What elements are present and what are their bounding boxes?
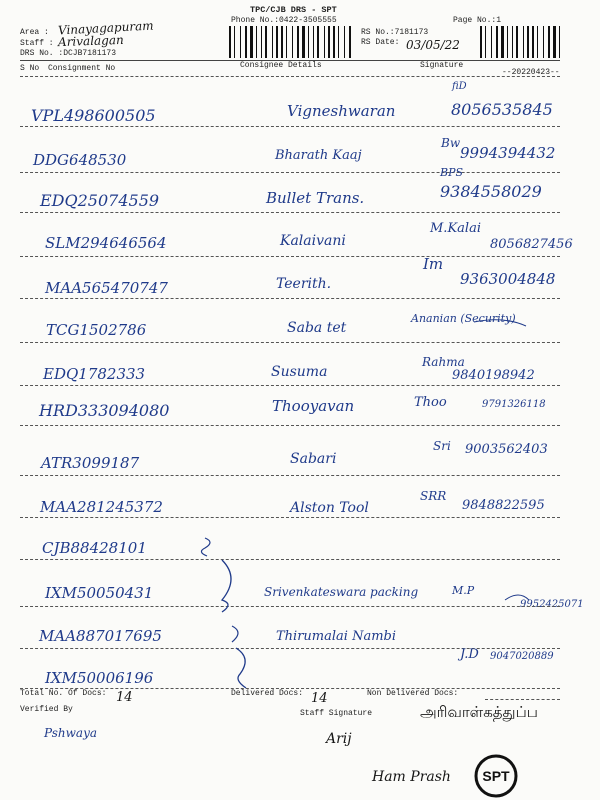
recipient-signature: M.Kalai — [430, 221, 481, 236]
staff-value: Arivalagan — [57, 32, 124, 50]
drs-number: DRS No. :DCJB7181173 — [20, 49, 117, 58]
consignment-number: CJB88428101 — [42, 539, 147, 557]
recipient-signature: BPS — [440, 166, 464, 179]
consignment-number: VPL498600505 — [31, 106, 156, 125]
consignee-name: Saba tet — [287, 320, 347, 336]
col-consignee: Consignee Details — [240, 61, 322, 70]
recipient-phone: 9003562403 — [465, 442, 548, 457]
recipient-phone: 9952425071 — [520, 599, 584, 610]
recipient-phone: 9840198942 — [452, 368, 535, 383]
consignee-name: Thirumalai Nambi — [276, 629, 396, 644]
consignment-number: IXM50006196 — [45, 669, 154, 687]
non-delivered-docs-label: Non Delivered Docs: — [367, 689, 459, 698]
spt-stamp — [472, 752, 520, 800]
document-title: TPC/CJB DRS - SPT — [250, 5, 337, 15]
recipient-signature: J.D — [460, 647, 479, 662]
recipient-signature: Bw — [441, 136, 461, 150]
rs-date-label: RS Date: — [361, 38, 400, 47]
consignee-name: Sabari — [290, 451, 337, 467]
consignment-number: MAA281245372 — [40, 498, 163, 516]
delivered-docs-label: Delivered Docs: — [231, 689, 304, 698]
consignee-name: Thooyavan — [272, 397, 355, 415]
consignment-number: EDQ1782333 — [43, 365, 146, 383]
recipient-phone: 9848822595 — [462, 498, 545, 513]
recipient-signature: Im — [423, 255, 444, 273]
page-number: Page No.:1 — [453, 16, 502, 25]
consignee-name: Srivenkateswara packing — [264, 585, 419, 599]
recipient-phone: 9363004848 — [460, 270, 556, 288]
recipient-phone: 9994394432 — [460, 144, 556, 162]
verifier-signature: Pshwaya — [44, 726, 97, 740]
recipient-signature: ﬁD — [452, 81, 467, 92]
rs-number: RS No.:7181173 — [361, 28, 429, 37]
consignee-name: Bullet Trans. — [266, 189, 365, 207]
area-value: Vinayagapuram — [57, 18, 154, 38]
consignee-name: Susuma — [271, 364, 328, 380]
col-sno: S No — [20, 64, 40, 73]
staff-signature: Arij — [326, 731, 352, 747]
consignee-name: Alston Tool — [290, 500, 369, 516]
consignee-name: Bharath Kaaj — [275, 148, 362, 163]
recipient-signature: M.P — [452, 584, 475, 597]
recipient-phone: 9047020889 — [490, 651, 554, 662]
consignment-number: EDQ25074559 — [40, 191, 160, 210]
recipient-phone: 8056827456 — [490, 237, 573, 252]
consignee-name: Vigneshwaran — [287, 102, 396, 120]
consignment-number: IXM50050431 — [45, 584, 154, 602]
recipient-signature: Rahma — [422, 355, 465, 369]
rs-date-value: 03/05/22 — [406, 38, 460, 52]
consignee-name: Teerith. — [276, 276, 332, 292]
print-date: --20220423-- — [502, 68, 560, 77]
consignment-number: DDG648530 — [33, 151, 127, 169]
recipient-phone: 9384558029 — [440, 182, 542, 201]
recipient-signature: Ananian (Security) — [411, 312, 516, 325]
consignment-number: TCG1502786 — [46, 321, 147, 339]
consignment-number: HRD333094080 — [39, 401, 170, 420]
consignment-number: MAA887017695 — [39, 627, 162, 645]
total-docs-value: 14 — [116, 690, 133, 705]
stamp-text: SPT — [482, 768, 510, 784]
recipient-signature: Thoo — [414, 395, 447, 410]
delivered-docs-value: 14 — [311, 691, 328, 706]
consignment-number: MAA565470747 — [45, 279, 168, 297]
area-label: Area : — [20, 28, 49, 37]
consignment-number: ATR3099187 — [41, 454, 140, 472]
col-consignment: Consignment No — [48, 64, 116, 73]
staff-signature-label: Staff Signature — [300, 709, 373, 718]
total-docs-label: Total No. Of Docs: — [20, 689, 107, 698]
consignment-number: SLM294646564 — [45, 234, 167, 252]
phone-number: Phone No.:0422-3505555 — [231, 16, 337, 25]
recipient-phone: 8056535845 — [451, 100, 553, 119]
consignee-name: Kalaivani — [280, 233, 346, 249]
recipient-phone: 9791326118 — [482, 399, 546, 410]
verified-by-label: Verified By — [20, 705, 73, 714]
non-delivered-docs-blank — [485, 699, 560, 700]
handwritten-signature: Ham Prash — [372, 769, 451, 785]
staff-label: Staff : — [20, 39, 54, 48]
tamil-note: அரிவாள்கத்துப்ப — [420, 703, 538, 721]
recipient-signature: SRR — [420, 489, 447, 503]
recipient-signature: Sri — [433, 439, 451, 453]
col-signature: Signature — [420, 61, 464, 70]
